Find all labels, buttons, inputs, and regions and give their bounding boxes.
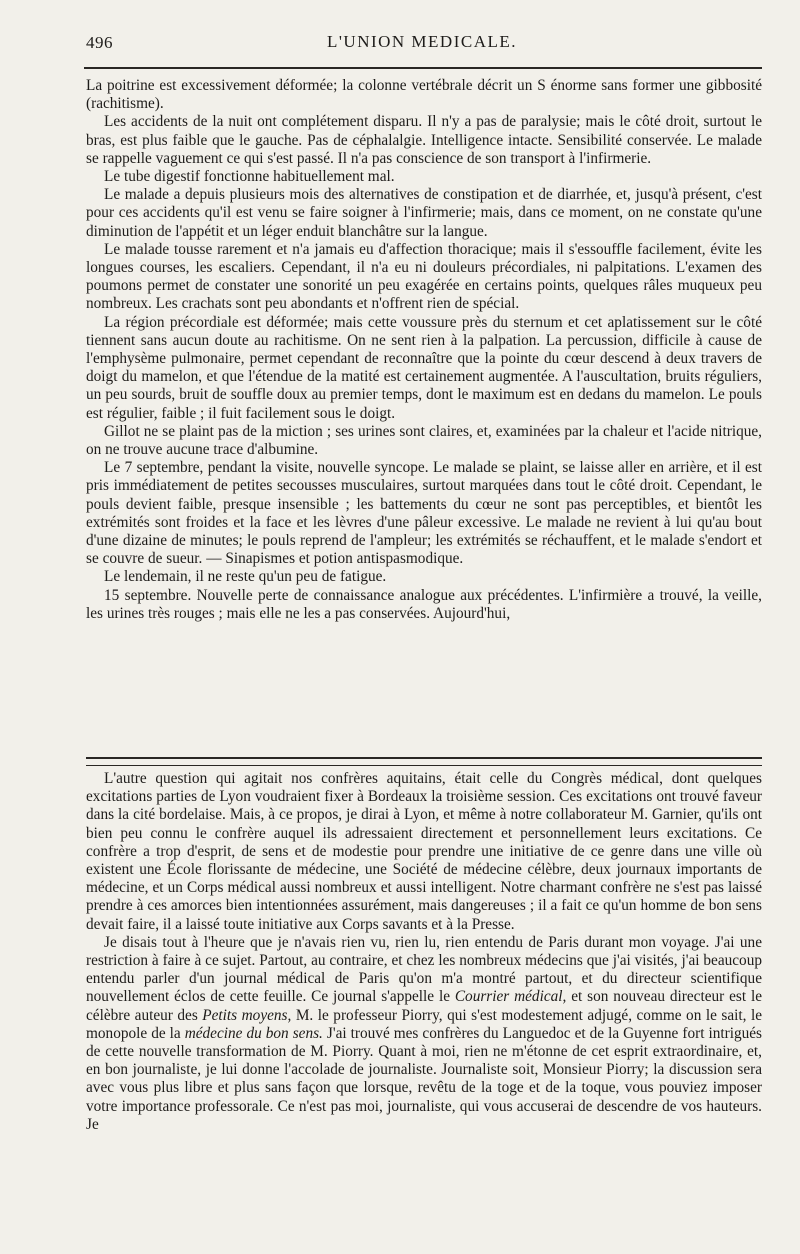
paragraph: Le malade a depuis plusieurs mois des alternatives de constipation et de diarrhée, et, jusqu'à présent, c'est pour ces accidents qu'il est venu se faire soigner à l'infirmerie; mais, dans ce moment, on ne constate qu'une diminution de l'appétit et un léger enduit blanchâtre sur la langue. (86, 186, 762, 240)
paragraph: Le malade tousse rarement et n'a jamais eu d'affection thoracique; mais il s'essouffle facilement, évite les longues courses, les escaliers. Cependant, il n'a eu ni douleurs précordiales, ni palpitations. L'examen des poumons permet de constater une sonorité un peu exagérée en certains points, quelques râles muqueux peu nombreux. Les crachats sont peu abondants et n'offrent rien de spécial. (86, 240, 762, 313)
paragraph: Le 7 septembre, pendant la visite, nouvelle syncope. Le malade se plaint, se laisse aller en arrière, et il est pris immédiatement de petites secousses musculaires, surtout marquées dans tout le côté droit. Cependant, le pouls devient faible, presque insensible ; les battements du cœur ne sont pas perceptibles, et bientôt les extrémités sont froides et la face et les lèvres d'une pâleur excessive. Le malade ne revient à lui qu'au bout d'une dizaine de minutes; le pouls reprend de l'ampleur; les extrémités se réchauffent, et le malade s'endort et se couvre de sueur. — Sinapismes et potion antispasmodique. (86, 459, 762, 568)
text-run: Je disais tout à l'heure que je n'avais rien vu, rien lu, rien entendu de Paris durant mon voyage. J'ai une restriction à faire à ce sujet. Partout, au contraire, et chez les nombreux médecins que j'ai visités, j'ai beaucoup entendu parler d'un journal médical de Paris qu'on m'a montré partout, et du directeur scientifique nouvellement éclos de cette feuille. Ce journal s'appelle le (86, 933, 762, 1006)
text-run: J'ai trouvé mes confrères du Languedoc et de la Guyenne fort intrigués de cette nouvelle transformation de M. Piorry. Quant à moi, rien ne m'étonne de cet esprit extraordinaire, et, en bon journaliste, je lui donne l'accolade de journaliste. Journaliste soit, Monsieur Piorry; la discussion sera avec vous plus libre et plus sans façon que lorsque, revêtu de la toge et de la toque, vous pouviez imposer votre importance professorale. Ce n'est pas moi, journaliste, qui vous accuserai de descendre de vos hauteurs. Je (86, 1024, 762, 1133)
paragraph: 15 septembre. Nouvelle perte de connaissance analogue aux précédentes. L'infirmière a trouvé, la veille, les urines très rouges ; mais elle ne les a pas conservées. Aujourd'hui, (86, 586, 762, 622)
case-report-section (86, 77, 762, 623)
feuilleton-divider (86, 757, 762, 766)
paragraph: Gillot ne se plaint pas de la miction ; ses urines sont claires, et, examinées par la chaleur et l'acide nitrique, on ne trouve aucune trace d'albumine. (86, 422, 762, 459)
feuilleton-paragraph (86, 934, 762, 1134)
paragraph: Les accidents de la nuit ont complétement disparu. Il n'y a pas de paralysie; mais le côté droit, surtout le bras, est plus faible que le gauche. Pas de céphalalgie. Intelligence intacte. Sensibilité conservée. Le malade se rappelle vaguement ce qui s'est passé. Il n'a pas conscience de son transport à l'infirmerie. (86, 113, 762, 167)
page-number: 496 (86, 33, 113, 52)
paragraph: La région précordiale est déformée; mais cette voussure près du sternum et cet aplatissement sur le côté tiennent sans aucun doute au rachitisme. On ne sent rien à la palpation. La percussion, difficile à cause de l'emphysème pulmonaire, permet cependant de reconnaître que la pointe du cœur descend à deux travers de doigt du mamelon, et que l'étendue de la matité est certainement augmentée. A l'auscultation, bruits réguliers, un peu sourds, bruit de souffle doux au premier temps, dont le maximum est en dedans du mamelon. Le pouls est régulier, faible ; il fuit facilement sous le doigt. (86, 313, 762, 422)
text-run: et son nouveau directeur est le célèbre auteur des (86, 988, 762, 1024)
feuilleton-section (86, 770, 762, 1134)
paragraph: Le lendemain, il ne reste qu'un peu de fatigue. (104, 568, 387, 586)
journal-title: Courrier médical, (454, 988, 567, 1006)
page-header (80, 30, 764, 60)
phrase-emphasis: médecine du bon sens. (184, 1024, 323, 1042)
feuilleton-paragraph: L'autre question qui agitait nos confrères aquitains, était celle du Congrès médical, dont quelques excitations parties de Lyon voudraient fixer à Bordeaux la troisième session. Ces excitations ont trouvé faveur dans la cité bordelaise. Mais, à ce propos, je dirai à Lyon, et même à notre collaborateur M. Garnier, qu'ils ont bien peu connu le confrère auquel ils adressaient directement et personnellement leurs excitations. Ce confrère a trop d'esprit, de sens et de modestie pour prendre une initiative de ce genre dans une ville où existent une École florissante de médecine, une Société de médecine célèbre, deux journaux importants de médecine, et un Corps médical aussi nombreux et aussi intelligent. Notre charmant confrère ne s'est pas laissé prendre à ces amorces bien intentionnées assurément, mais dangereuses ; il a fait ce qu'un homme de bon sens devait faire, il a laissé toute initiative aux Corps savants et à la Presse. (86, 770, 762, 933)
paragraph: Le tube digestif fonctionne habituellement mal. (104, 168, 395, 186)
text-run: M. le professeur Piorry, qui s'est modestement adjugé, comme on le sait, le monopole de la (86, 1006, 762, 1042)
book-title: Petits moyens, (202, 1006, 292, 1024)
running-title: L'UNION MEDICALE. (326, 32, 518, 51)
header-rule (84, 67, 762, 69)
paragraph: La poitrine est excessivement déformée; la colonne vertébrale décrit un S énorme sans former une gibbosité (rachitisme). (86, 77, 762, 113)
